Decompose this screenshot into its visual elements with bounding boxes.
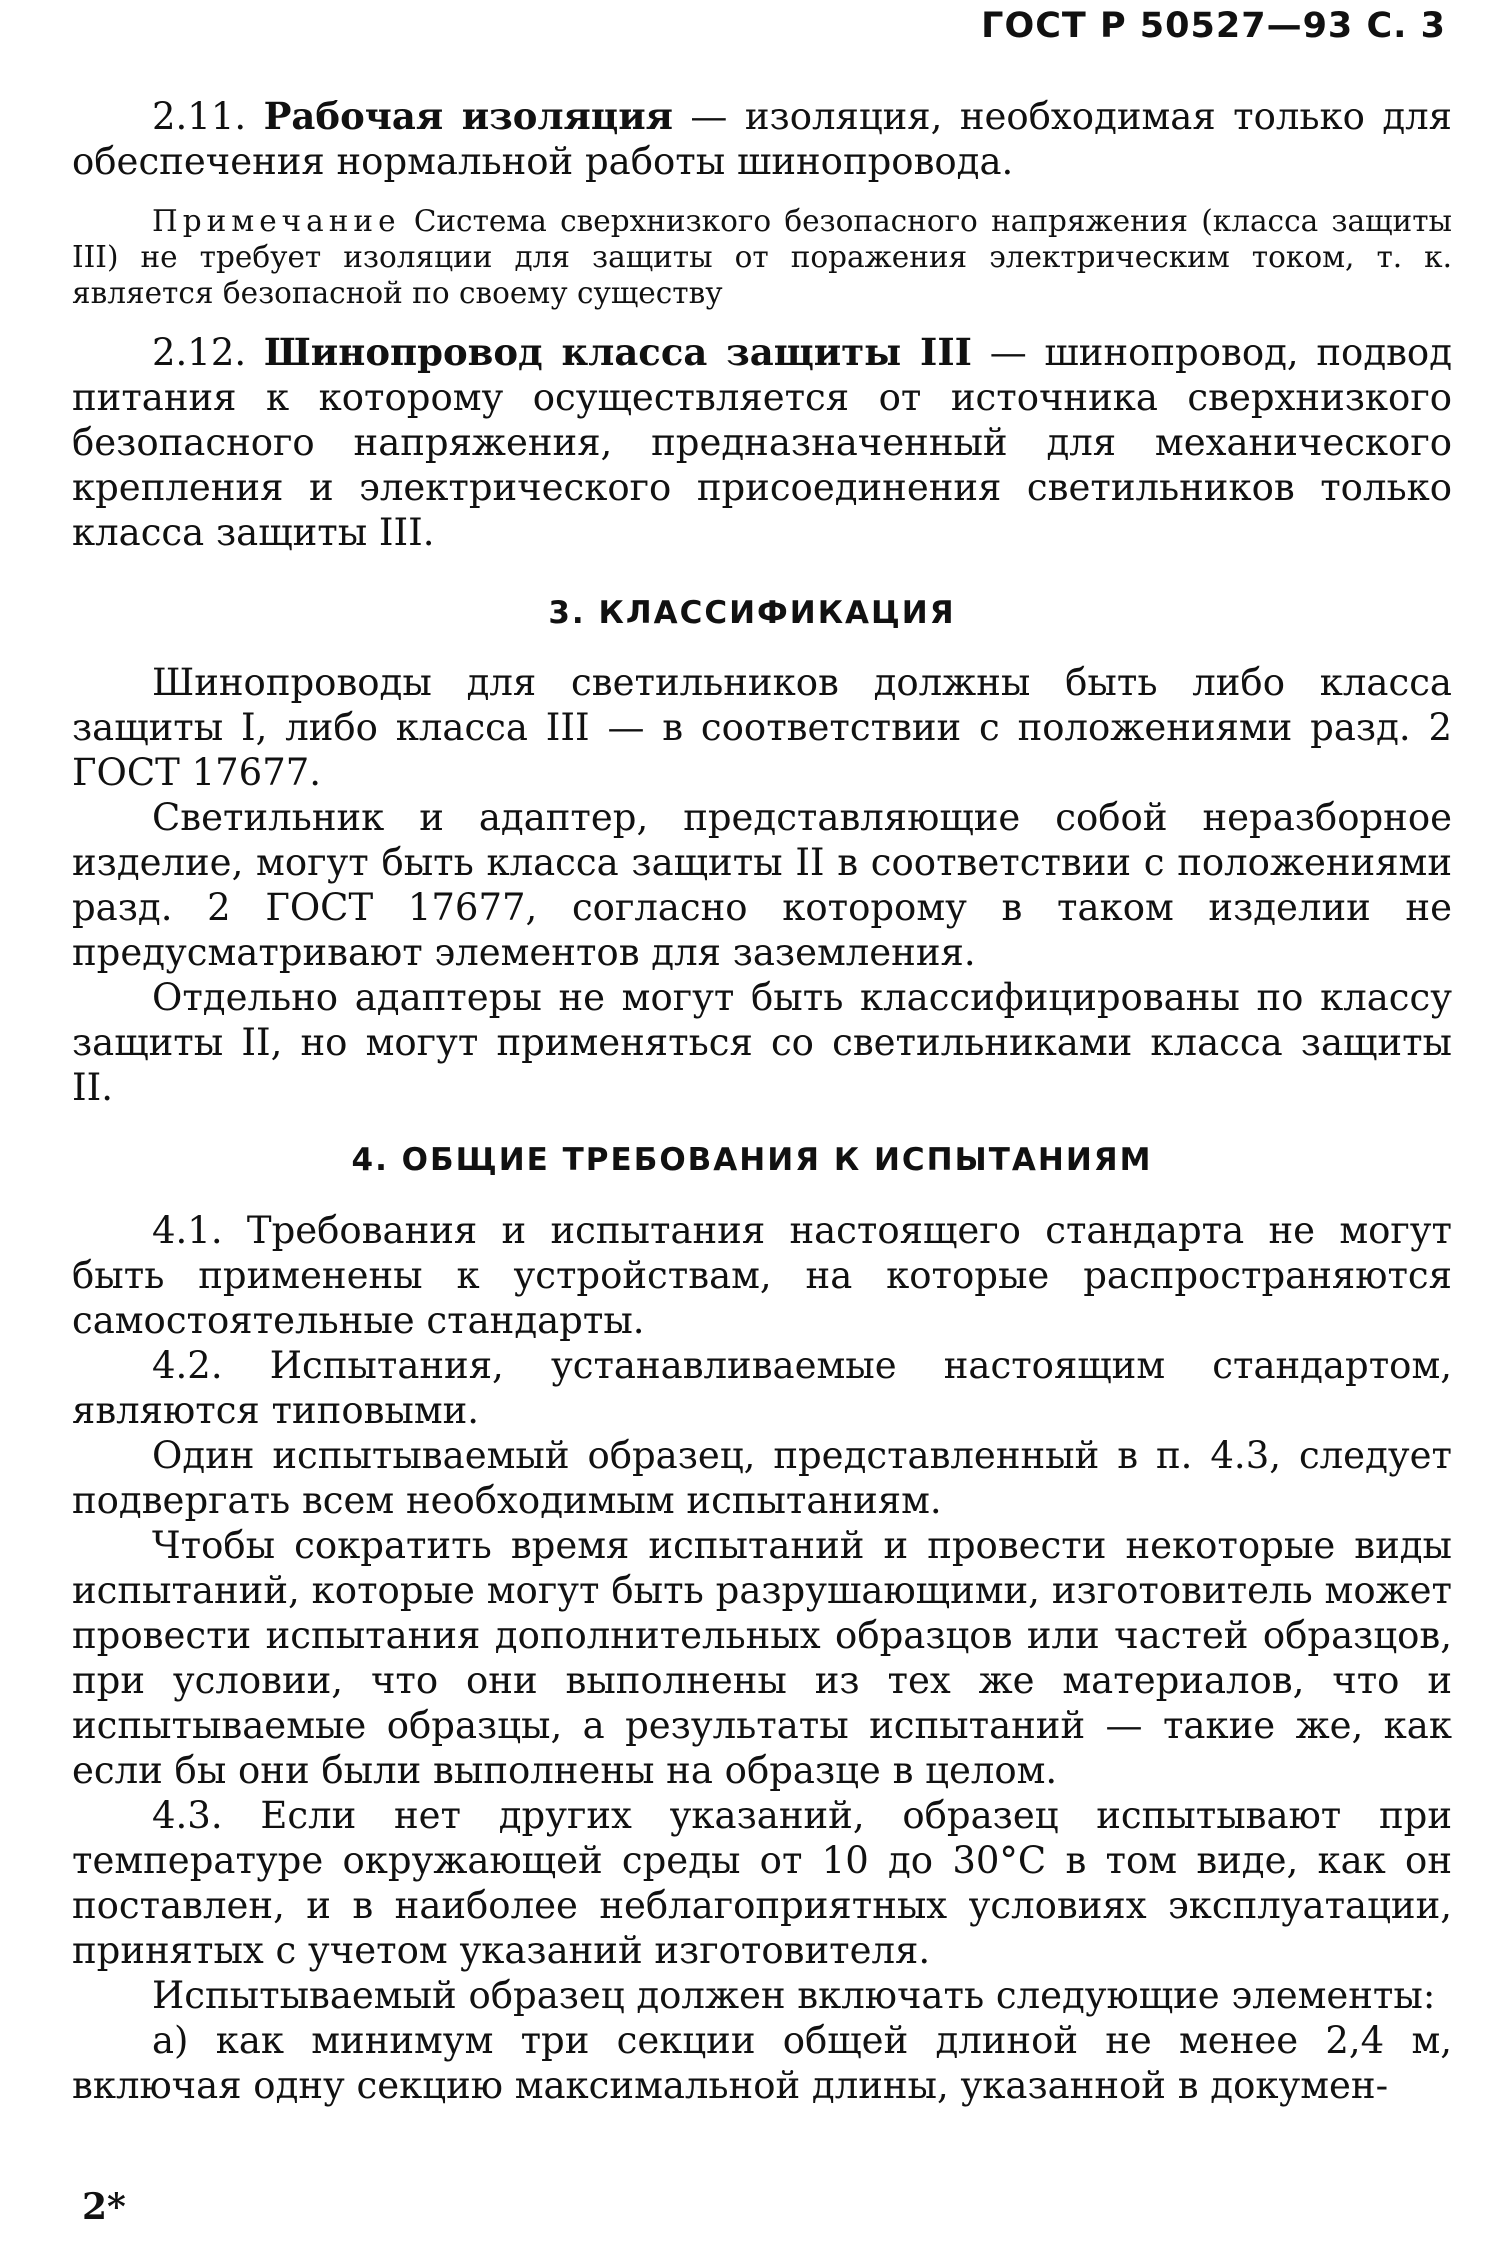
note-label: Примечание [152, 204, 401, 238]
paragraph: Чтобы сократить время испытаний и провести некоторые виды испытаний, которые могут быть разрушающими, изготовитель может провести испытания дополнительных образцов или частей образцов, при условии, что они выполнены из тех же материалов, что и испытываемые образцы, а результаты испытаний — такие же, как если бы они были выполнены на образце в целом. [72, 1524, 1452, 1792]
term-definition: — шинопровод, подвод питания к которому осуществляется от источника сверхнизкого безопасного напряжения, предназначенный для механического крепления и электрического присоединения светильников только класса защиты III. [72, 331, 1452, 554]
paragraph: Один испытываемый образец, представленный в п. 4.3, следует подвергать всем необходимым испытаниям. [72, 1434, 1452, 1522]
note-text: Система сверхнизкого безопасного напряжения (класса защиты III) не требует изоляции для защиты от поражения электрическим током, т. к. является безопасной по своему существу [72, 204, 1452, 310]
paragraph: Испытываемый образец должен включать следующие элементы: [152, 1974, 1436, 2017]
footer-signature: 2* [82, 2186, 126, 2228]
term-working-insulation: Рабочая изоляция [263, 94, 673, 138]
paragraph: Шинопроводы для светильников должны быть либо класса защиты I, либо класса III — в соответствии с положениями разд. 2 ГОСТ 17677. [72, 661, 1452, 794]
section-3-body [72, 660, 1452, 1110]
section-3-heading: 3. КЛАССИФИКАЦИЯ [548, 595, 956, 631]
clause-2-11 [72, 94, 1452, 184]
list-item-a: а) как минимум три секции общей длиной не менее 2,4 м, включая одну секцию максимальной длины, указанной в докумен- [72, 2019, 1452, 2107]
page-header: ГОСТ Р 50527—93 С. 3 [981, 6, 1446, 46]
clause-2-12 [72, 330, 1452, 555]
clause-number: 2.11. [152, 95, 247, 138]
paragraph: Светильник и адаптер, представляющие собой неразборное изделие, могут быть класса защиты II в соответствии с положениями разд. 2 ГОСТ 17677, согласно которому в таком изделии не предусматривают элементов для заземления. [72, 796, 1452, 974]
section-4-body [72, 1208, 1452, 2108]
paragraph: Отдельно адаптеры не могут быть классифицированы по классу защиты II, но могут применяться со светильниками класса защиты II. [72, 976, 1452, 1109]
term-busbar-class-iii: Шинопровод класса защиты III [263, 330, 972, 374]
clause-number: 2.12. [152, 331, 247, 374]
section-4-heading: 4. ОБЩИЕ ТРЕБОВАНИЯ К ИСПЫТАНИЯМ [351, 1142, 1153, 1178]
paragraph: 4.3. Если нет других указаний, образец испытывают при температуре окружающей среды от 10 до 30°С в том виде, как он поставлен, и в наиболее неблагоприятных условиях эксплуатации, принятых с учетом указаний изготовителя. [72, 1794, 1452, 1972]
paragraph: 4.1. Требования и испытания настоящего стандарта не могут быть применены к устройствам, на которые распространяются самостоятельные стандарты. [72, 1209, 1452, 1342]
note [72, 203, 1452, 311]
term-definition: — изоляция, необходимая только для обеспечения нормальной работы шинопровода. [72, 95, 1453, 183]
paragraph: 4.2. Испытания, устанавливаемые настоящим стандартом, являются типовыми. [72, 1344, 1452, 1432]
